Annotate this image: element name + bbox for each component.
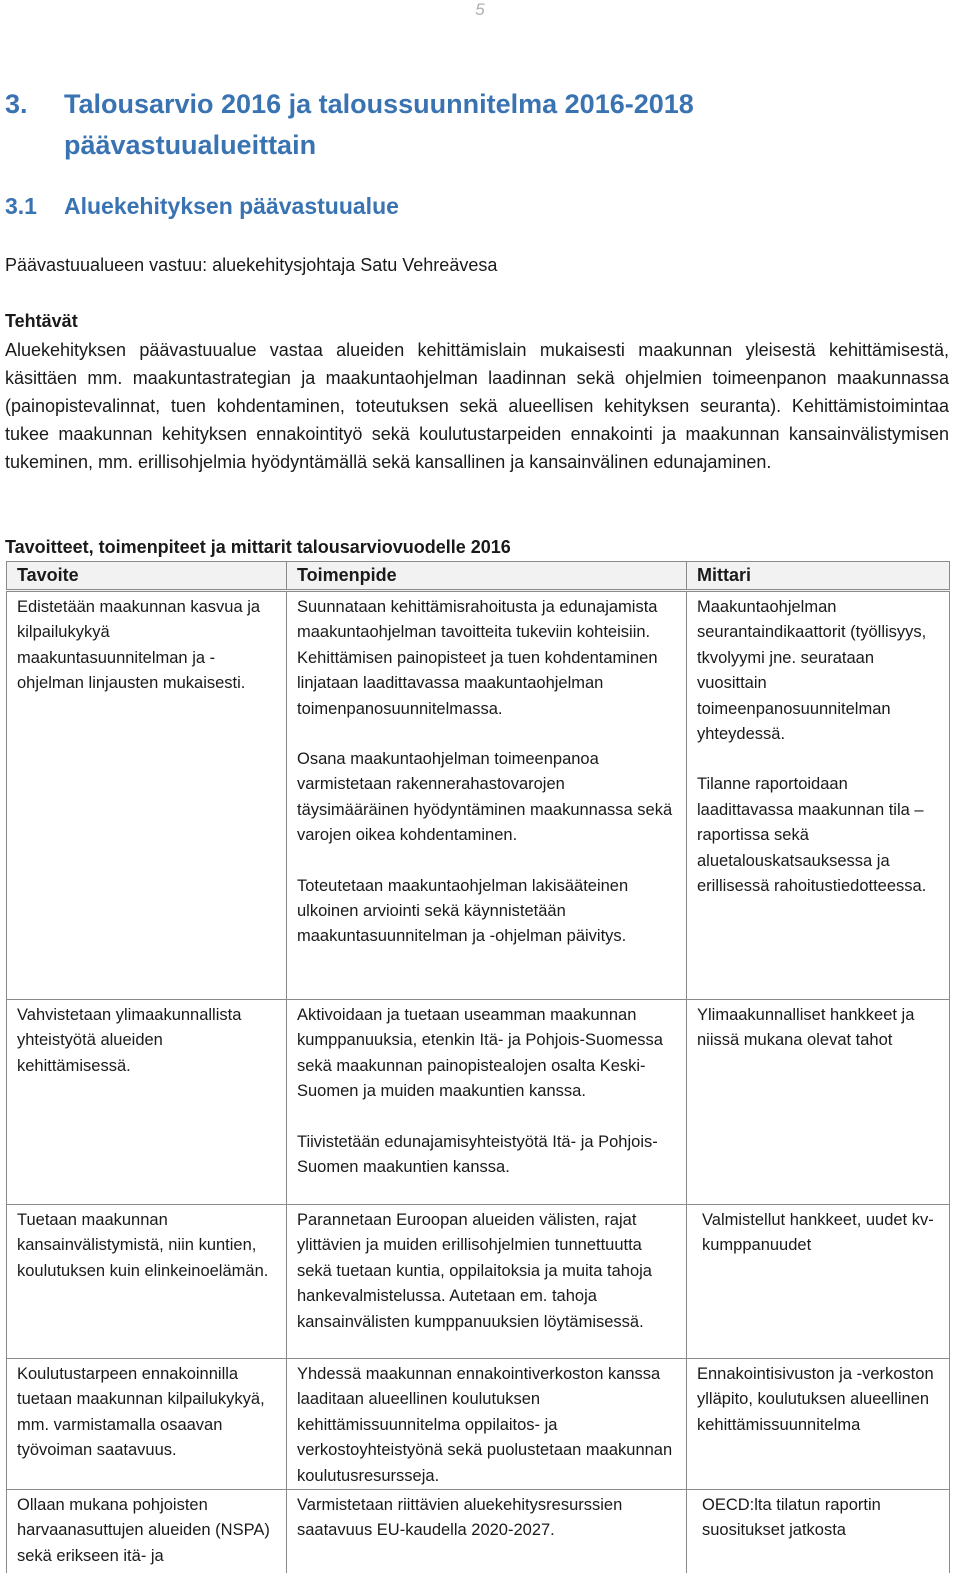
action-text: Varmistetaan riittävien aluekehitysresurssien saatavuus EU-kaudella 2020-2027. [297, 1496, 623, 1540]
table-row [7, 1000, 950, 1205]
metric-text: Ylimaakunnalliset hankkeet ja niissä mukana olevat tahot [697, 1006, 915, 1050]
action-cell [287, 1490, 687, 1574]
goal-cell [7, 1000, 287, 1205]
action-cell [287, 1000, 687, 1205]
goal-cell [7, 1205, 287, 1359]
action-cell [287, 591, 687, 1000]
column-header-goal: Tavoite [7, 562, 287, 591]
goal-cell [7, 591, 287, 1000]
sub-heading-text: Aluekehityksen päävastuualue [64, 193, 399, 219]
page-number: 5 [475, 0, 485, 19]
goal-text: Tuetaan maakunnan kansainvälistymistä, niin kuntien, koulutuksen kuin elinkeinoelämän. [17, 1211, 269, 1280]
tasks-paragraph: Aluekehityksen päävastuualue vastaa alueiden kehittämislain mukaisesti maakunnan yleisestä kehittämisestä, käsittäen mm. maakuntastrategian ja maakuntaohjelman laadinnan sekä ohjelmien toimeenpanon maakunnassa (painopistevalinnat, tuen kohdentaminen, toteutuksen sekä alueellisen kehityksen seuranta). Kehittämistoimintaa tukee maakunnan kehityksen ennakointityö sekä koulutustarpeiden ennakointi ja maakunnan kansainvälistymisen tukeminen, mm. erillisohjelmia hyödyntämällä sekä kansallinen ja kansainvälinen edunajaminen. [5, 340, 949, 472]
table-row [7, 591, 950, 1000]
metric-cell [687, 1205, 950, 1359]
goal-text: Vahvistetaan ylimaakunnallista yhteistyötä alueiden kehittämisessä. [17, 1006, 242, 1075]
goal-text: Ollaan mukana pohjoisten harvaanasuttujen alueiden (NSPA) sekä erikseen itä- ja [17, 1496, 270, 1565]
metric-text: Valmistellut hankkeet, uudet kv-kumppanuudet [702, 1211, 934, 1255]
tasks-title: Tehtävät [5, 311, 78, 331]
table-row [7, 1359, 950, 1490]
metric-cell [687, 1490, 950, 1574]
metric-cell [687, 1359, 950, 1490]
main-heading-number: 3. [5, 89, 28, 119]
metric-cell [687, 591, 950, 1000]
table-title: Tavoitteet, toimenpiteet ja mittarit talousarviovuodelle 2016 [5, 537, 511, 557]
main-heading-text: Talousarvio 2016 ja taloussuunnitelma 2016-2018 päävastuualueittain [64, 89, 694, 160]
table-row [7, 1205, 950, 1359]
metric-text: Tilanne raportoidaan laadittavassa maakunnan tila –raportissa sekä aluetalouskatsauksessa ja erillisessä rahoitustiedotteessa. [697, 775, 927, 896]
action-text: Osana maakuntaohjelman toimeenpanoa varmistetaan rakennerahastovarojen täysimääräinen hyödyntäminen maakunnassa sekä varojen oikea kohdentaminen. [297, 750, 673, 845]
goal-cell [7, 1359, 287, 1490]
main-heading [5, 84, 884, 166]
action-cell [287, 1359, 687, 1490]
metric-text: Maakuntaohjelman seurantaindikaattorit (työllisyys, tkvolyymi jne. seurataan vuosittain toimeenpanosuunnitelman yhteydessä. [697, 598, 927, 744]
action-text: Parannetaan Euroopan alueiden välisten, rajat ylittävien ja muiden erillisohjelmien tunnettuutta sekä tuetaan kuntia, oppilaitoksia ja muita tahoja hankevalmistelussa. Autetaan em. tahoja kansainvälisten kumppanuuksien löytämisessä. [297, 1211, 652, 1331]
table-header-row [7, 562, 950, 591]
action-text: Yhdessä maakunnan ennakointiverkoston kanssa laaditaan alueellinen koulutuksen kehittämissuunnitelma oppilaitos- ja verkostoyhteistyönä sekä puolustetaan maakunnan koulutusresursseja. [297, 1365, 673, 1485]
action-text: Aktivoidaan ja tuetaan useamman maakunnan kumppanuuksia, etenkin Itä- ja Pohjois-Suomessa sekä maakunnan painopistealojen osalta Keski-Suomen ja muiden maakuntien kanssa. [297, 1006, 663, 1101]
sub-heading [5, 191, 399, 221]
responsible-line: Päävastuualueen vastuu: aluekehitysjohtaja Satu Vehreävesa [5, 255, 498, 275]
goal-cell [7, 1490, 287, 1574]
action-text: Tiivistetään edunajamisyhteistyötä Itä- ja Pohjois-Suomen maakuntien kanssa. [297, 1132, 658, 1177]
metric-text: OECD:lta tilatun raportin suositukset jatkosta [702, 1496, 881, 1540]
column-header-action: Toimenpide [287, 562, 687, 591]
action-text: Suunnataan kehittämisrahoitusta ja edunajamista maakuntaohjelman tavoitteita tukeviin kohteisiin. Kehittämisen painopisteet ja tuen kohdentaminen linjataan laadittavassa maakuntaohjelman toimenpanosuunnitelmassa. [297, 598, 658, 718]
goal-text: Edistetään maakunnan kasvua ja kilpailukykyä maakuntasuunnitelman ja -ohjelman linjausten mukaisesti. [17, 598, 261, 693]
action-text: Toteutetaan maakuntaohjelman lakisääteinen ulkoinen arviointi sekä käynnistetään maakuntasuunnitelman ja -ohjelman päivitys. [297, 876, 629, 946]
table-row [7, 1490, 950, 1574]
metric-cell [687, 1000, 950, 1205]
action-cell [287, 1205, 687, 1359]
column-header-metric: Mittari [687, 562, 950, 591]
metric-text: Ennakointisivuston ja -verkoston ylläpito, koulutuksen alueellinen kehittämissuunnitelma [697, 1365, 934, 1434]
sub-heading-number: 3.1 [5, 193, 37, 219]
goal-text: Koulutustarpeen ennakoinnilla tuetaan maakunnan kilpailukykyä, mm. varmistamalla osaavan työvoiman saatavuus. [17, 1365, 265, 1460]
goals-table [6, 561, 950, 1573]
